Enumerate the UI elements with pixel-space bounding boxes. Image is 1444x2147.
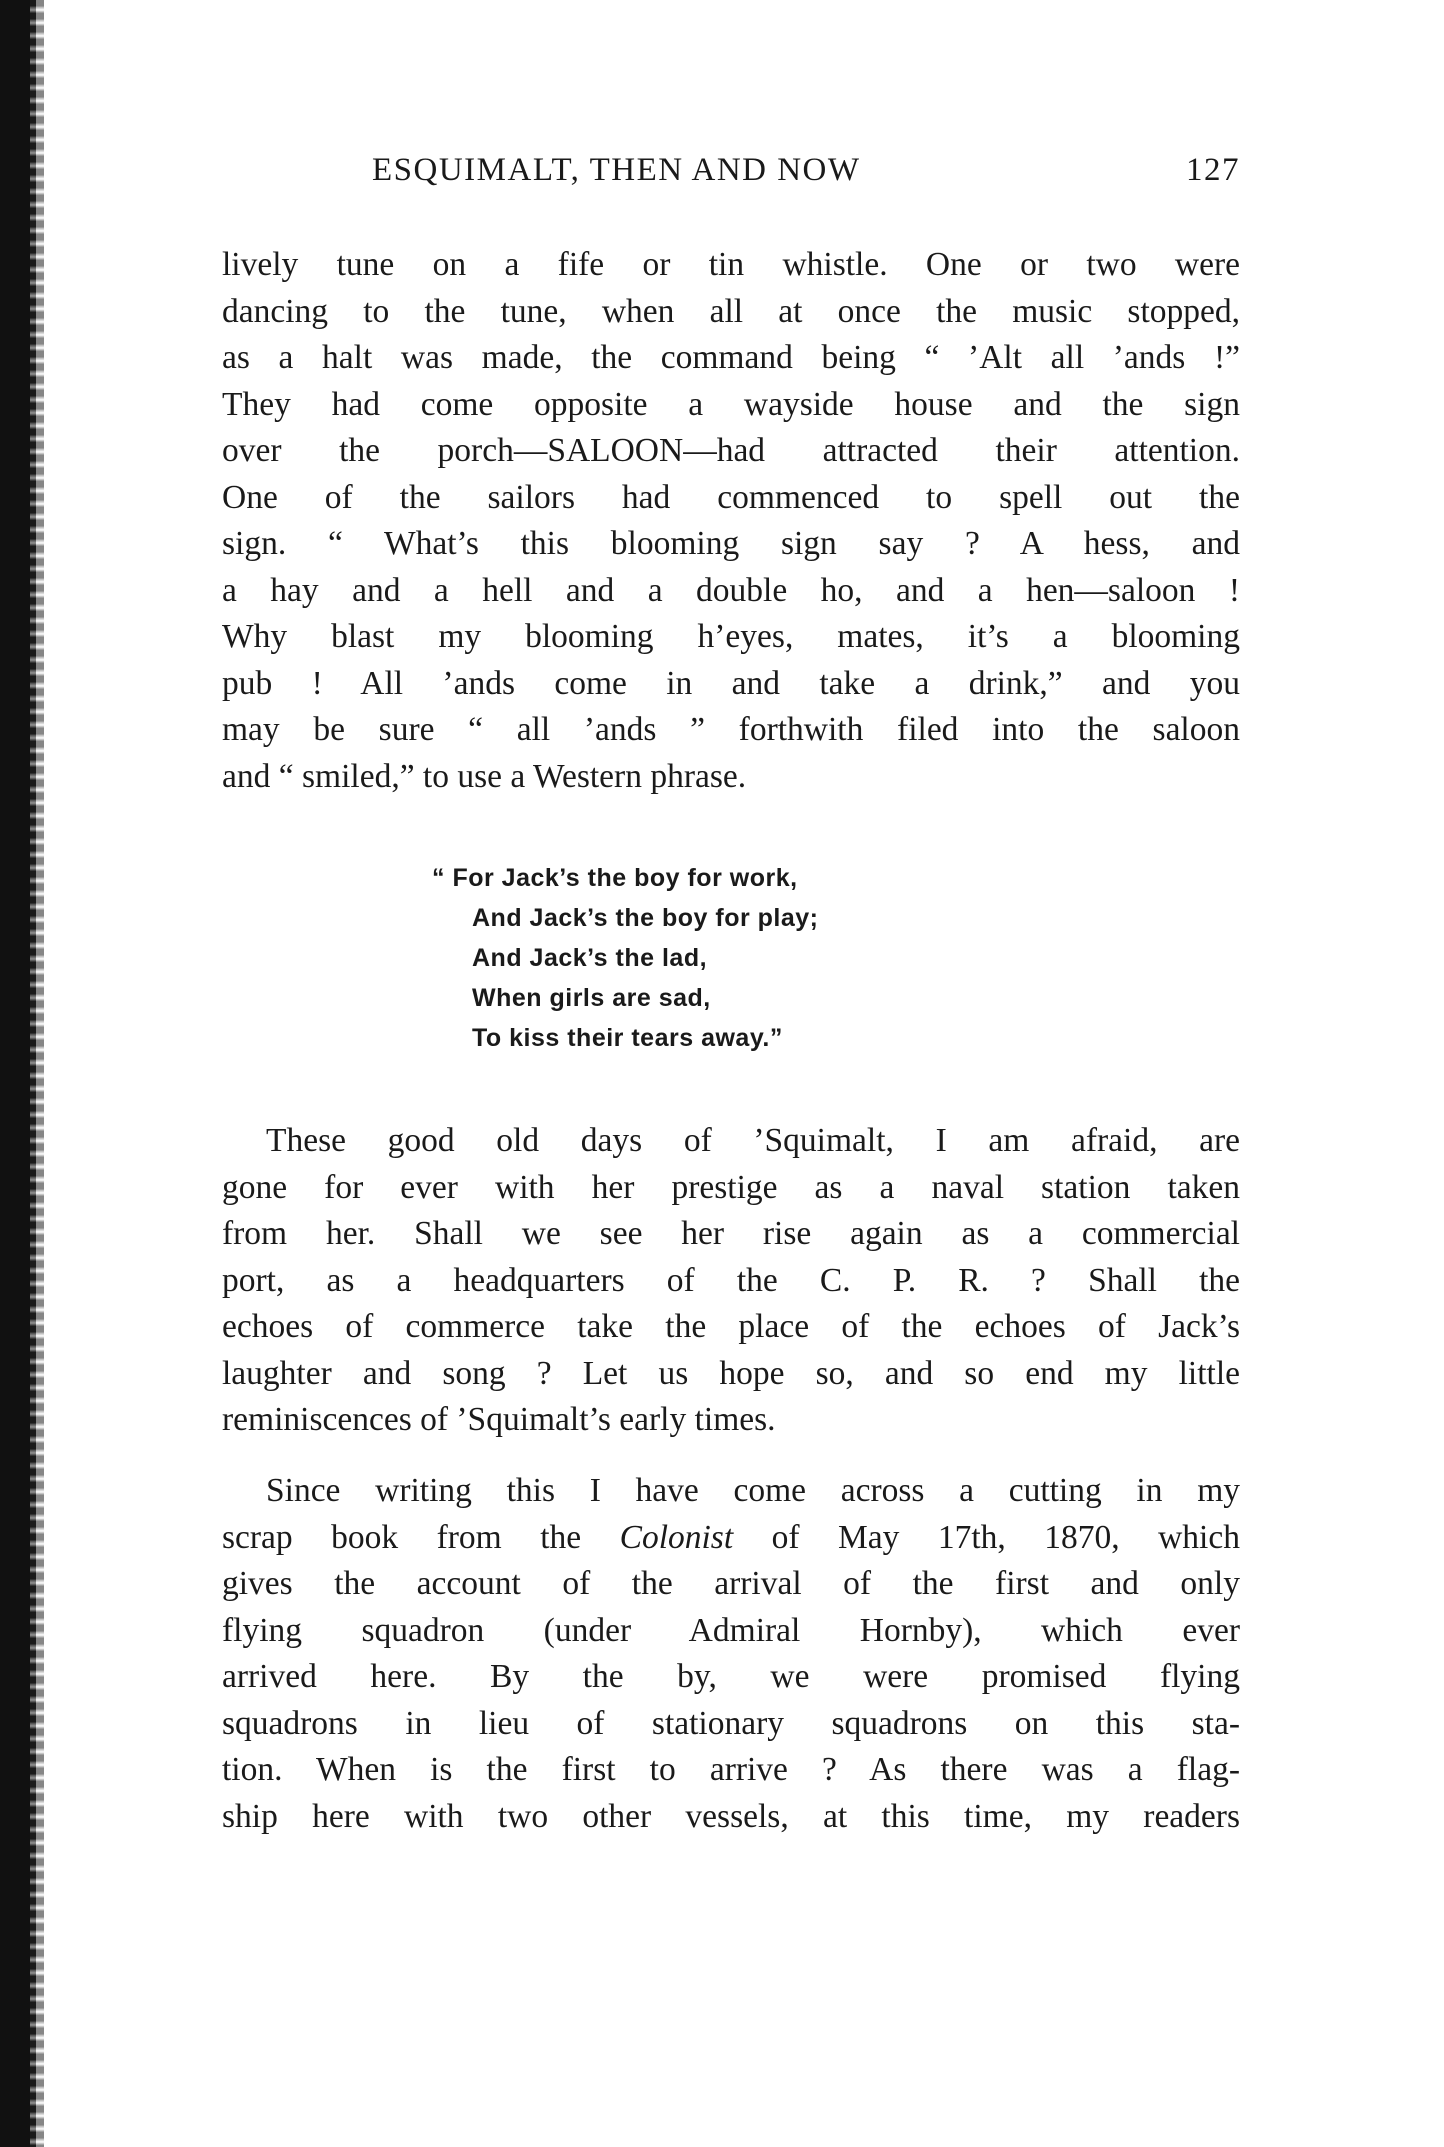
text-line: arrived here. By the by, we were promised flying — [222, 1658, 1240, 1695]
paragraph-3 — [222, 1468, 1240, 1840]
text-line: gone for ever with her prestige as a naval station taken — [222, 1168, 1240, 1206]
text-line: a hay and a hell and a double ho, and a hen—saloon ! — [222, 571, 1240, 609]
text-line: They had come opposite a wayside house and the sign — [222, 385, 1240, 423]
text-line: echoes of commerce take the place of the echoes of Jack’s — [222, 1308, 1240, 1345]
text-line: and “ smiled,” to use a Western phrase. — [222, 757, 747, 795]
chapter-title: ESQUIMALT, THEN AND NOW — [372, 152, 861, 188]
text-line: reminiscences of ’Squimalt’s early times. — [222, 1401, 776, 1438]
text-line: ship here with two other vessels, at this time, my readers — [222, 1797, 1240, 1835]
text-line: from her. Shall we see her rise again as a commercial — [222, 1215, 1240, 1252]
text-line: port, as a headquarters of the C. P. R. ? Shall the — [222, 1261, 1240, 1299]
page-number: 127 — [1186, 152, 1240, 188]
text-line: tion. When is the first to arrive ? As there was a flag- — [222, 1751, 1240, 1788]
newspaper-title: Colonist — [619, 1518, 734, 1556]
text-line: squadrons in lieu of stationary squadrons on this sta- — [222, 1704, 1240, 1742]
verse-line: “ For Jack’s the boy for work, — [432, 864, 798, 892]
verse-quotation — [432, 858, 1132, 1058]
book-spine-edge — [30, 0, 44, 2147]
text-line: lively tune on a fife or tin whistle. One or two were — [222, 246, 1240, 283]
text-line: sign. “ What’s this blooming sign say ? A hess, and — [222, 525, 1240, 562]
text-segment: of May 17th, 1870, which — [733, 1518, 1240, 1556]
verse-line: And Jack’s the lad, — [472, 944, 708, 972]
paragraph-2 — [222, 1118, 1240, 1444]
text-line: gives the account of the arrival of the first and only — [222, 1565, 1240, 1602]
text-line: laughter and song ? Let us hope so, and so end my little — [222, 1354, 1240, 1392]
text-line: Why blast my blooming h’eyes, mates, it’s a blooming — [222, 618, 1240, 655]
text-line: One of the sailors had commenced to spell out the — [222, 478, 1240, 516]
text-line: may be sure “ all ’ands ” forthwith filed into the saloon — [222, 711, 1240, 748]
running-head — [222, 152, 1240, 200]
text-line: Since writing this I have come across a cutting in my — [266, 1472, 1240, 1509]
text-line: pub ! All ’ands come in and take a drink,” and you — [222, 664, 1240, 702]
verse-line: When girls are sad, — [472, 984, 711, 1012]
text-line: These good old days of ’Squimalt, I am afraid, are — [266, 1122, 1240, 1159]
text-line-with-italic — [222, 1515, 1240, 1562]
text-line: dancing to the tune, when all at once the music stopped, — [222, 292, 1240, 330]
text-segment: scrap book from the — [222, 1518, 620, 1556]
text-line: flying squadron (under Admiral Hornby), which ever — [222, 1611, 1240, 1649]
text-line: over the porch—SALOON—had attracted their attention. — [222, 432, 1240, 469]
verse-line: To kiss their tears away.” — [472, 1024, 783, 1052]
text-line: as a halt was made, the command being “ ’Alt all ’ands !” — [222, 339, 1240, 376]
verse-line: And Jack’s the boy for play; — [472, 904, 819, 932]
paragraph-1 — [222, 242, 1240, 800]
